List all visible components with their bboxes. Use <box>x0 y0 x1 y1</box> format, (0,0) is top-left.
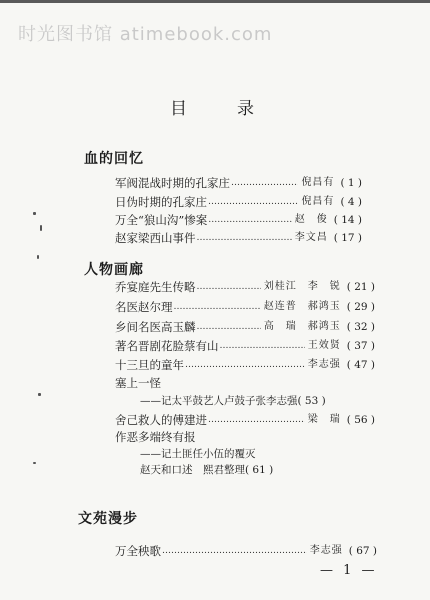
scan-speck <box>38 393 41 396</box>
scan-speck <box>37 255 39 259</box>
entry-subtitle: ——记太平鼓艺人卢鼓子张 <box>140 395 266 407</box>
dot-leader <box>197 279 261 295</box>
entry-page-number: ( 21 ) <box>346 281 375 293</box>
entry-page-number: ( 37 ) <box>346 340 375 352</box>
dot-leader <box>231 175 298 191</box>
toc-entry[interactable] <box>115 299 375 315</box>
scan-speck <box>40 225 42 231</box>
dot-leader <box>208 194 298 210</box>
entry-title: 乔宴庭先生传略 <box>115 280 196 294</box>
entry-author: 倪昌有 <box>301 177 335 188</box>
entry-title: 名医赵尔理 <box>115 300 173 314</box>
entry-author: 赵 俊 <box>294 214 328 225</box>
page-number-footer: — 1 — <box>320 563 378 578</box>
entry-title: 舍己救人的傅建进 <box>115 413 207 427</box>
entry-page-number: ( 56 ) <box>346 414 375 426</box>
toc-entry[interactable] <box>115 357 375 373</box>
entry-page-number: ( 29 ) <box>346 301 375 313</box>
dot-leader <box>174 299 261 315</box>
section-heading-literary: 文苑漫步 <box>78 511 138 527</box>
entry-title: 日伪时期的孔家庄 <box>115 195 207 209</box>
toc-title: 目录 <box>170 99 304 119</box>
entry-page-number: ( 61 ) <box>245 464 274 476</box>
toc-entry[interactable] <box>115 175 362 191</box>
entry-author: 李志强 <box>266 395 298 407</box>
toc-entry[interactable] <box>115 230 362 246</box>
entry-page-number: ( 53 ) <box>297 395 326 407</box>
entry-page-number: ( 1 ) <box>340 177 362 189</box>
dot-leader <box>162 543 307 559</box>
entry-author: 王效贤 <box>307 340 341 351</box>
entry-title: 万全秧歌 <box>115 544 161 558</box>
entry-author: 赵天和口述 熙君整理 <box>140 464 245 476</box>
entry-author: 李志强 <box>309 545 343 556</box>
dot-leader <box>185 357 305 373</box>
section-heading-portraits: 人物画廊 <box>84 262 144 278</box>
toc-entry[interactable] <box>115 279 375 295</box>
toc-entry[interactable] <box>115 412 375 428</box>
dot-leader <box>220 338 305 354</box>
entry-title: 万全“狼山沟”惨案 <box>115 213 208 227</box>
toc-entry[interactable] <box>115 543 377 559</box>
dot-leader <box>197 230 292 246</box>
entry-title: 乡间名医高玉麟 <box>115 320 196 334</box>
toc-entry[interactable] <box>115 212 362 228</box>
section-heading-memories: 血的回忆 <box>84 151 144 167</box>
entry-author: 高 瑞 郝鸿玉 <box>263 321 341 332</box>
toc-sub-entry[interactable] <box>140 393 375 409</box>
entry-author: 梁 瑞 <box>307 414 341 425</box>
toc-entry[interactable] <box>115 319 375 335</box>
dot-leader <box>208 412 305 428</box>
entry-title: 赵家梁西山事件 <box>115 231 196 245</box>
entry-subtitle-zuo-e: ——记土匪任小伍的覆灭 <box>140 448 256 460</box>
toc-entry[interactable] <box>115 338 375 354</box>
entry-author: 李文昌 <box>294 232 328 243</box>
entry-page-number: ( 17 ) <box>333 232 362 244</box>
dot-leader <box>197 319 261 335</box>
entry-author: 李志强 <box>307 359 341 370</box>
entry-page-number: ( 67 ) <box>348 545 377 557</box>
entry-author: 赵连普 郝鸿玉 <box>263 301 341 312</box>
toc-entry[interactable] <box>115 194 362 210</box>
entry-author: 倪昌有 <box>301 196 335 207</box>
toc-sub-entry[interactable] <box>140 462 378 478</box>
watermark: 时光图书馆 atimebook.com <box>18 24 273 45</box>
dot-leader <box>208 212 292 228</box>
entry-page-number: ( 47 ) <box>346 359 375 371</box>
entry-page-number: ( 32 ) <box>346 321 375 333</box>
entry-title-sai-shang[interactable]: 塞上一怪 <box>115 376 161 390</box>
entry-title: 著名晋剧花脸蔡有山 <box>115 339 219 353</box>
top-border-line <box>0 0 430 3</box>
entry-page-number: ( 4 ) <box>340 196 362 208</box>
scan-speck <box>33 212 36 215</box>
entry-title-zuo-e[interactable]: 作恶多端终有报 <box>115 430 196 444</box>
entry-title: 军阀混战时期的孔家庄 <box>115 176 230 190</box>
scan-speck <box>33 462 36 464</box>
entry-page-number: ( 14 ) <box>333 214 362 226</box>
entry-title: 十三旦的童年 <box>115 358 184 372</box>
entry-author: 刘桂江 李 锐 <box>263 281 341 292</box>
